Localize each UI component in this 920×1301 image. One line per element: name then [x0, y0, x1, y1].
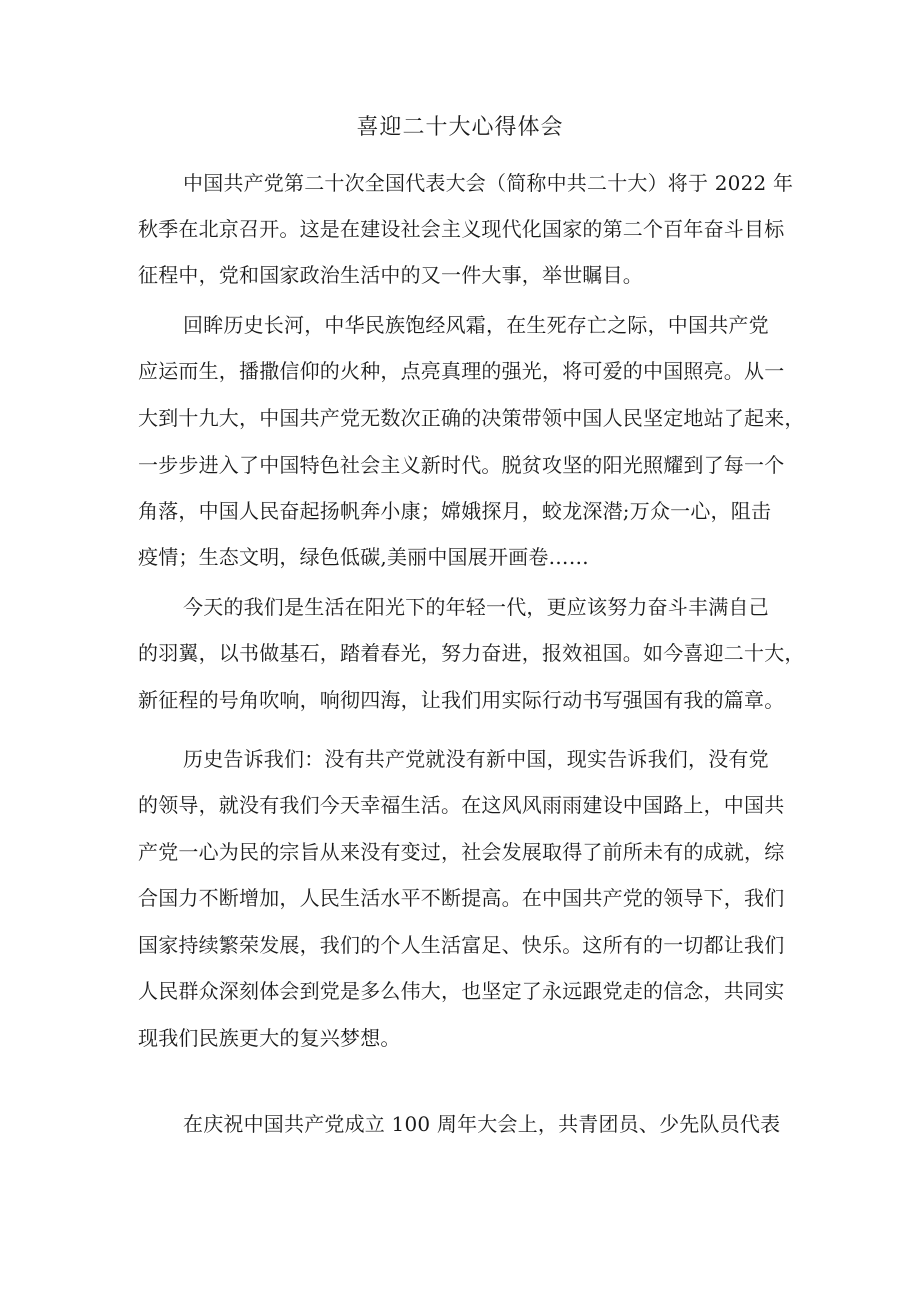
- paragraph-2-line-3: 大到十九大，中国共产党无数次正确的决策带领中国人民坚定地站了起来，: [138, 406, 805, 430]
- paragraph-4-line-5: 国家持续繁荣发展，我们的个人生活富足、快乐。这所有的一切都让我们: [138, 933, 785, 957]
- paragraph-1-line-3: 征程中，党和国家政治生活中的又一件大事，举世瞩目。: [138, 263, 643, 287]
- paragraph-4-line-7: 现我们民族更大的复兴梦想。: [138, 1026, 401, 1050]
- paragraph-4-line-4: 合国力不断增加，人民生活水平不断提高。在中国共产党的领导下，我们: [138, 886, 785, 910]
- paragraph-2-line-2: 应运而生，播撒信仰的火种，点亮真理的强光，将可爱的中国照亮。从一: [138, 359, 785, 383]
- document-title: 喜迎二十大心得体会: [356, 115, 564, 140]
- paragraph-1-line-2: 秋季在北京召开。这是在建设社会主义现代化国家的第二个百年奋斗目标: [138, 217, 785, 241]
- paragraph-4-line-6: 人民群众深刻体会到党是多么伟大，也坚定了永远跟党走的信念，共同实: [138, 979, 785, 1003]
- paragraph-2-line-4: 一步步进入了中国特色社会主义新时代。脱贫攻坚的阳光照耀到了每一个: [138, 453, 785, 477]
- paragraph-5-line-1: 在庆祝中国共产党成立 100 周年大会上，共青团员、少先队员代表: [183, 1112, 781, 1136]
- paragraph-1-line-1: 中国共产党第二十次全国代表大会（简称中共二十大）将于 2022 年: [183, 171, 794, 195]
- paragraph-3-line-2: 的羽翼，以书做基石，踏着春光，努力奋进，报效祖国。如今喜迎二十大，: [138, 641, 805, 665]
- paragraph-2-line-1: 回眸历史长河，中华民族饱经风霜，在生死存亡之际，中国共产党: [183, 313, 769, 337]
- paragraph-2-line-6: 疫情；生态文明，绿色低碳,美丽中国展开画卷……: [138, 545, 589, 569]
- paragraph-2-line-5: 角落，中国人民奋起扬帆奔小康；嫦娥探月，蛟龙深潜;万众一心，阻击: [138, 499, 772, 523]
- paragraph-4-line-3: 产党一心为民的宗旨从来没有变过，社会发展取得了前所未有的成就，综: [138, 840, 785, 864]
- paragraph-3-line-1: 今天的我们是生活在阳光下的年轻一代，更应该努力奋斗丰满自己: [183, 595, 769, 619]
- paragraph-3-line-3: 新征程的号角吹响，响彻四海，让我们用实际行动书写强国有我的篇章。: [138, 688, 785, 712]
- paragraph-4-line-1: 历史告诉我们：没有共产党就没有新中国，现实告诉我们，没有党: [183, 747, 769, 771]
- paragraph-4-line-2: 的领导，就没有我们今天幸福生活。在这风风雨雨建设中国路上，中国共: [138, 793, 785, 817]
